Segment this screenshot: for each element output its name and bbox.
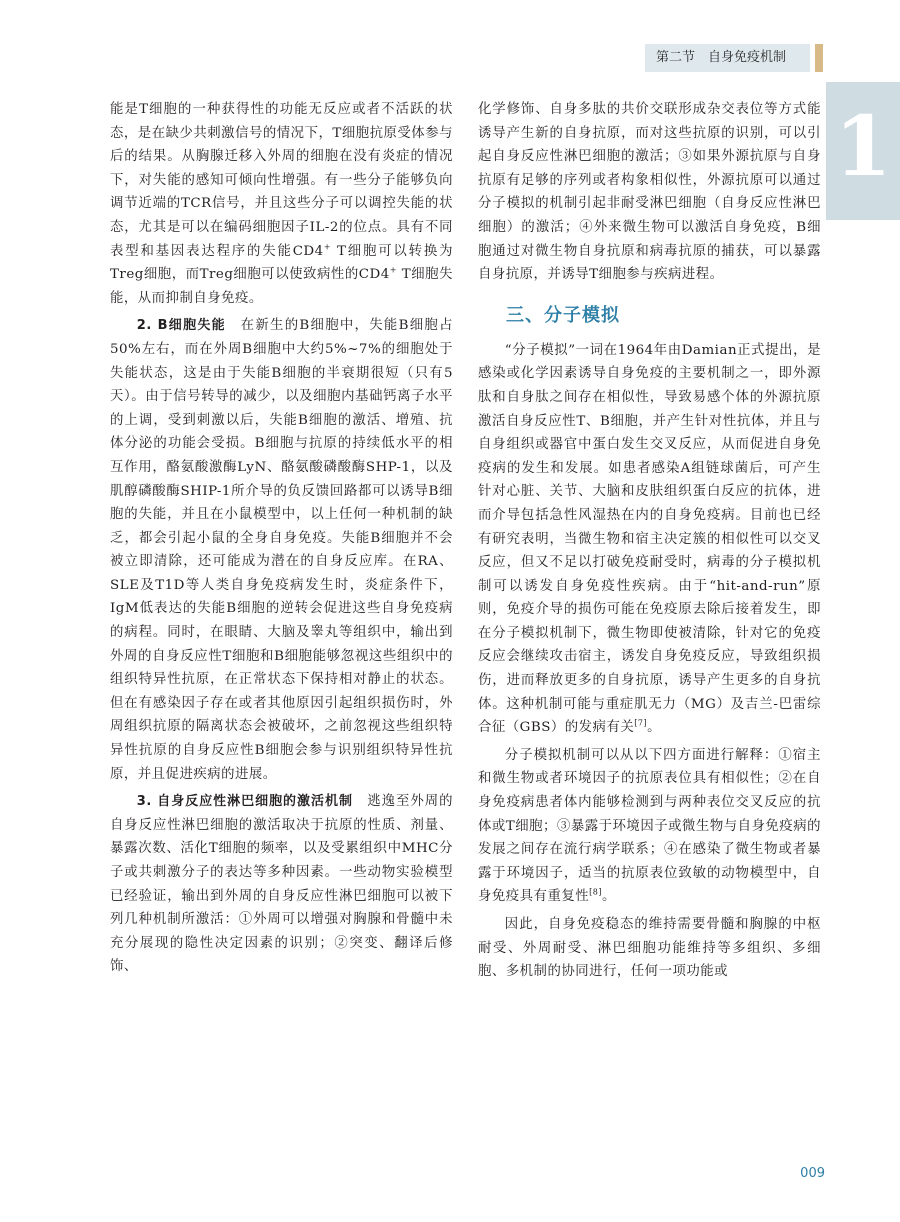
paragraph-activation-cont: 化学修饰、自身多肽的共价交联形成杂交表位等方式能诱导产生新的自身抗原，而对这些抗原的识别，可以引起自身反应性淋巴细胞的激活；③如果外源抗原与自身抗原有足够的序列或者构象相似性，外源抗原可以通过分子模拟的机制引起非耐受淋巴细胞（自身反应性淋巴细胞）的激活；④外来微生物可以激活自身免疫，B细胞通过对微生物自身抗原和病毒抗原的捕获，可以暴露自身抗原，并诱导T细胞参与疾病进程。: [478, 102, 821, 283]
paragraph-conclusion: 因此，自身免疫稳态的维持需要骨髓和胸腺的中枢耐受、外周耐受、淋巴细胞功能维持等多组织、多细胞、多机制的协同进行，任何一项功能或: [478, 917, 821, 980]
chapter-number: 1: [834, 99, 892, 195]
page-number: 009: [800, 1166, 825, 1181]
paragraph-mimicry-explanation: 分子模拟机制可以从以下四方面进行解释：①宿主和微生物或者环境因子的抗原表位具有相似性；②在自身免疫病患者体内能够检测到与两种表位交叉反应的抗体或T细胞；③暴露于环境因子或微生物与自身免疫病的发展之间存在流行病学联系；④在感染了微生物或者暴露于环境因子，适当的抗原表位致敏的动物模型中，自身免疫具有重复性[8]。: [478, 747, 821, 905]
citation-8: [8]: [589, 887, 602, 897]
section-title-molecular-mimicry: 三、分子模拟: [506, 304, 620, 326]
paragraph-b-cell-anergy: 2. B细胞失能 在新生的B细胞中，失能B细胞占50%左右，而在外周B细胞中大约5%~7%的细胞处于失能状态，这是由于失能B细胞的半衰期很短（只有5天）。由于信号转导的减少，以及细胞内基础钙离子水平的上调，受到刺激以后，失能B细胞的激活、增殖、抗体分泌的功能会受损。B细胞与抗原的持续低水平的相互作用，酪氨酸激酶LyN、酪氨酸磷酸酶SHP-1，以及肌醇磷酸酶SHIP-1所介导的负反馈回路都可以诱导B细胞的失能，并且在小鼠模型中，以上任何一种机制的缺乏，都会引起小鼠的全身自身免疫。失能B细胞并不会被立即清除，还可能成为潜在的自身反应库。在RA、SLE及T1D等人类自身免疫病发生时，炎症条件下，IgM低表达的失能B细胞的逆转会促进这些自身免疫病的病程。同时，在眼睛、大脑及睾丸等组织中，输出到外周的自身反应性T细胞和B细胞能够忽视这些组织中的组织特异性抗原，在正常状态下保持相对静止的状态。但在有感染因子存在或者其他原因引起组织损伤时，外周组织抗原的隔离状态会被破坏，之前忽视这些组织特异性抗原的自身反应性B细胞会参与识别组织特异性抗原，并且促进疾病的进展。: [110, 318, 453, 782]
running-header-section: 第二节 自身免疫机制: [656, 50, 787, 65]
left-column: [110, 98, 453, 979]
paragraph-anergy-cont: 能是T细胞的一种获得性的功能无反应或者不活跃的状态，是在缺少共刺激信号的情况下，T细胞抗原受体参与后的结果。从胸腺迁移入外周的细胞在没有炎症的情况下，对失能的感知可倾向性增强。有一些分子能够负向调节近端的TCR信号，并且这些分子可以调控失能的状态，尤其是可以在编码细胞因子IL-2的位点。具有不同表型和基因表达程序的失能CD4+ T细胞可以转换为Treg细胞，而Treg细胞可以使致病性的CD4+ T细胞失能，从而抑制自身免疫。: [110, 102, 453, 306]
citation-7: [7]: [634, 718, 648, 728]
subheading-activation-mechanism: 3. 自身反应性淋巴细胞的激活机制: [136, 794, 353, 810]
right-column: [478, 98, 821, 984]
header-accent-tab: [815, 44, 823, 72]
paragraph-activation-mechanism: 3. 自身反应性淋巴细胞的激活机制 逃逸至外周的自身反应性淋巴细胞的激活取决于抗原的性质、剂量、暴露次数、活化T细胞的频率，以及受累组织中MHC分子或共刺激分子的表达等多种因素。一些动物实验模型已经验证，输出到外周的自身反应性淋巴细胞可以被下列几种机制所激活：①外周可以增强对胸腺和骨髓中未充分展现的隐性决定因素的识别；②突变、翻译后修饰、: [110, 794, 453, 975]
paragraph-mimicry-definition: “分子模拟”一词在1964年由Damian正式提出，是感染或化学因素诱导自身免疫的主要机制之一，即外源肽和自身肽之间存在相似性，导致易感个体的外源抗原激活自身反应性T、B细胞，并产生针对性抗体，并且与自身组织或器官中蛋白发生交叉反应，从而促进自身免疫病的发生和发展。如患者感染A组链球菌后，可产生针对心脏、关节、大脑和皮肤组织蛋白反应的抗体，进而介导包括急性风湿热在内的自身免疫病。目前也已经有研究表明，当微生物和宿主决定簇的相似性可以交叉反应，但又不足以打破免疫耐受时，病毒的分子模拟机制可以诱发自身免疫性疾病。由于“hit-and-run”原则，免疫介导的损伤可能在免疫原去除后接着发生，即在分子模拟机制下，微生物即使被清除，针对它的免疫反应会继续攻击宿主，诱发自身免疫反应，导致组织损伤，进而释放更多的自身抗原，诱导产生更多的自身抗体。这种机制可能与重症肌无力（MG）及吉兰-巴雷综合征（GBS）的发病有关[7]。: [478, 342, 821, 736]
subheading-b-cell-anergy: 2. B细胞失能: [136, 318, 226, 334]
